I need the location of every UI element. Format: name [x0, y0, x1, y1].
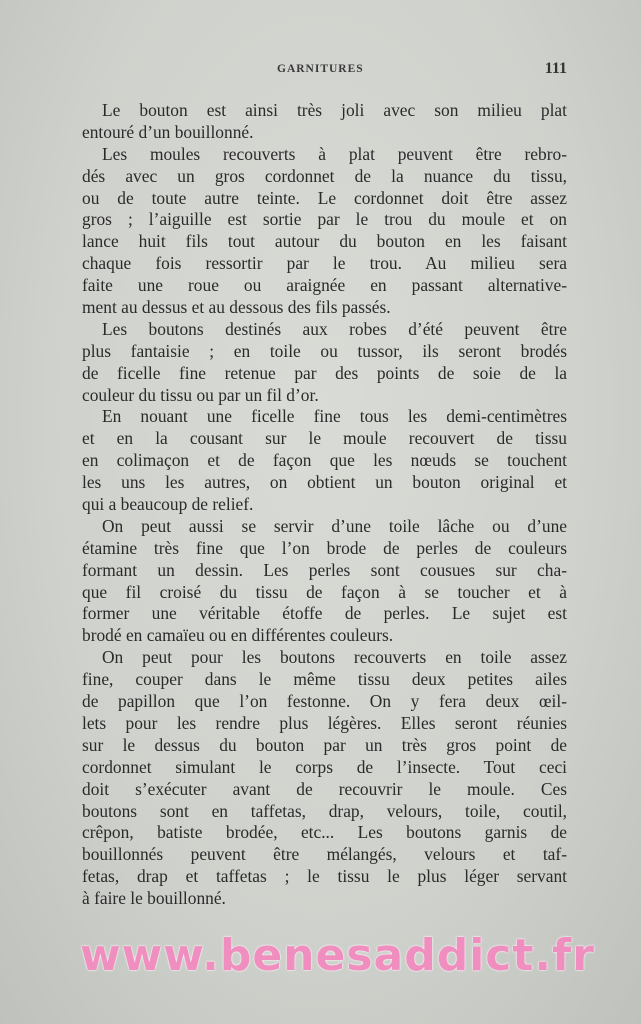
- text-line: fine, couper dans le même tissu deux petites ailes: [82, 669, 567, 690]
- text-line: gros ; l’aiguille est sortie par le trou du moule et on: [82, 209, 567, 230]
- text-line: ment au dessus et au dessous des fils passés.: [82, 297, 391, 318]
- text-line: de papillon que l’on festonne. On y fera deux œil-: [82, 691, 567, 712]
- text-line: cordonnet simulant le corps de l’insecte. Tout ceci: [82, 756, 567, 777]
- text-line: formant un dessin. Les perles sont cousues sur cha-: [82, 559, 567, 580]
- page-body: [82, 100, 567, 910]
- text-line: chaque fois ressortir par le trou. Au milieu sera: [82, 253, 567, 274]
- text-line: fetas, drap et taffetas ; le tissu le plus léger servant: [82, 866, 567, 887]
- text-line: crêpon, batiste brodée, etc... Les boutons garnis de: [82, 822, 567, 843]
- text-line: On peut aussi se servir d’une toile lâche ou d’une: [102, 515, 567, 536]
- text-line: On peut pour les boutons recouverts en toile assez: [102, 647, 567, 668]
- text-line: étamine très fine que l’on brode de perles de couleurs: [82, 537, 567, 558]
- paragraph: [82, 406, 567, 515]
- text-line: que fil croisé du tissu de façon à se toucher et à: [82, 581, 567, 602]
- text-line: Les moules recouverts à plat peuvent être rebro-: [102, 143, 567, 164]
- text-line: doit s’exécuter avant de recouvrir le moule. Ces: [82, 778, 567, 799]
- text-line: sur le dessus du bouton par un très gros point de: [82, 734, 567, 755]
- text-line: dés avec un gros cordonnet de la nuance du tissu,: [82, 165, 567, 186]
- text-line: bouillonnés peuvent être mélangés, velours et taf-: [82, 844, 567, 865]
- text-line: qui a beaucoup de relief.: [82, 494, 254, 515]
- paragraph: [82, 516, 567, 647]
- text-line: à faire le bouillonné.: [82, 888, 226, 909]
- text-line: boutons sont en taffetas, drap, velours, toile, coutil,: [82, 800, 567, 821]
- paragraph: [82, 647, 567, 910]
- paragraph: [82, 144, 567, 319]
- paragraph: [82, 100, 567, 144]
- running-title: GARNITURES: [277, 63, 364, 75]
- page-header: [82, 60, 567, 80]
- text-line: entouré d’un bouillonné.: [82, 121, 254, 142]
- text-line: lance huit fils tout autour du bouton en les faisant: [82, 231, 567, 252]
- text-line: Le bouton est ainsi très joli avec son milieu plat: [102, 100, 567, 120]
- text-line: ou de toute autre teinte. Le cordonnet doit être assez: [82, 187, 567, 208]
- text-line: brodé en camaïeu ou en différentes couleurs.: [82, 625, 394, 646]
- watermark: www.benesaddict.fr: [80, 930, 595, 981]
- text-line: de ficelle fine retenue par des points de soie de la: [82, 362, 567, 383]
- page-number: 111: [544, 60, 567, 77]
- text-line: En nouant une ficelle fine tous les demi-centimètres: [102, 406, 567, 427]
- paragraph: [82, 319, 567, 407]
- text-line: et en la cousant sur le moule recouvert de tissu: [82, 428, 567, 449]
- text-line: plus fantaisie ; en toile ou tussor, ils seront brodés: [82, 340, 567, 361]
- text-line: les uns les autres, on obtient un bouton original et: [82, 472, 567, 493]
- text-line: lets pour les rendre plus légères. Elles seront réunies: [82, 712, 567, 733]
- text-line: faite une roue ou araignée en passant alternative-: [82, 275, 567, 296]
- text-line: couleur du tissu ou par un fil d’or.: [82, 384, 319, 405]
- text-line: Les boutons destinés aux robes d’été peuvent être: [102, 318, 567, 339]
- text-line: en colimaçon et de façon que les nœuds se touchent: [82, 450, 567, 471]
- text-line: former une véritable étoffe de perles. Le sujet est: [82, 603, 567, 624]
